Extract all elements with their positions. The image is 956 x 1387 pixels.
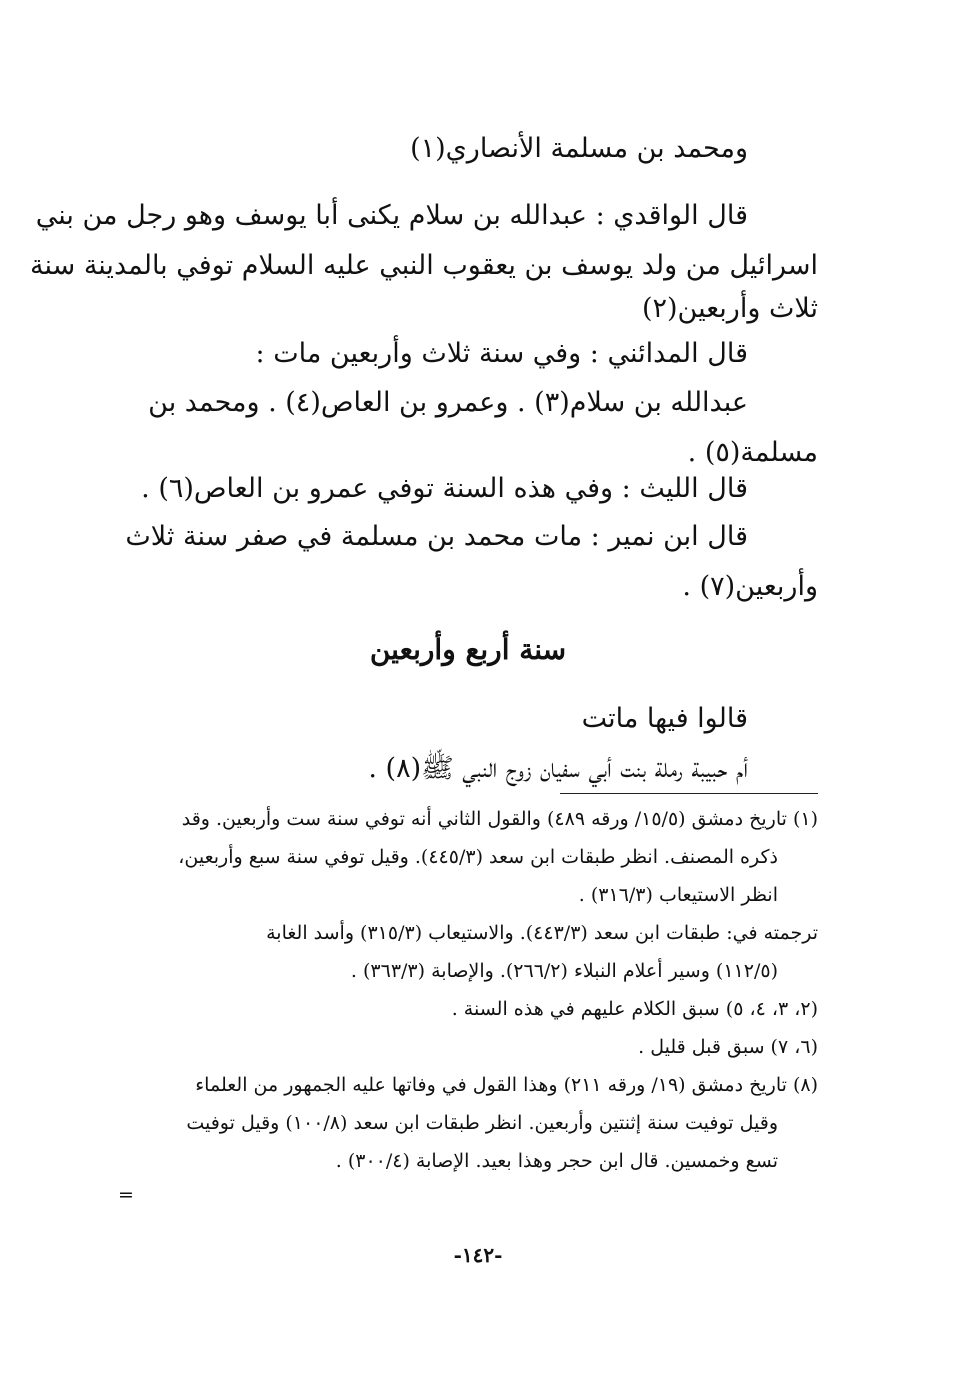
footnote-1-bio-line: ترجمته في: طبقات ابن سعد (٤٤٣/٣). والاستيعاب (٣١٥/٣) وأسد الغابة [266,922,818,944]
footnote-8-line: تسع وخمسين. قال ابن حجر وهذا بعيد. الإصابة (٣٠٠/٤) . [335,1150,778,1172]
footnote-1-line: (١) تاريخ دمشق (١٥/٥/ ورقه ٤٨٩) والقول الثاني أنه توفي سنة ست وأربعين. وقد [181,808,818,830]
paragraph-layth [118,464,818,514]
footnote-6-7: (٦، ٧) سبق قبل قليل . [638,1036,818,1058]
text-line: قال المدائني : وفي سنة ثلاث وأربعين مات : [255,338,748,369]
page-number: -١٤٢- [453,1243,503,1267]
text-line: عبدالله بن سلام(٣) . وعمرو بن العاص(٤) . ومحمد بن [148,387,748,418]
footnote-2-5: (٢، ٣، ٤، ٥) سبق الكلام عليهم في هذه السنة . [451,998,818,1020]
text-line: مسلمة(٥) . [687,437,818,468]
footnote-1-line: ذكره المصنف. انظر طبقات ابن سعد (٤٤٥/٣). وقيل توفي سنة سبع وأربعين، [178,846,778,868]
text-line: ثلاث وأربعين(٢) [641,293,818,324]
footnote-8-line: (٨) تاريخ دمشق (١٩/ ورقه ٢١١) وهذا القول في وفاتها عليه الجمهور من العلماء [195,1074,818,1096]
paragraph-waqidi [29,191,818,327]
text-line: قال ابن نمير : مات محمد بن مسلمة في صفر سنة ثلاث [125,521,748,552]
paragraph-madaini [118,329,818,379]
text-line: ومحمد بن مسلمة الأنصاري(١) [410,133,748,164]
text-line: وأربعين(٧) . [682,571,818,602]
text-line: اسرائيل من ولد يوسف بن يعقوب النبي عليه السلام توفي بالمدينة سنة [29,250,818,281]
footnote-1-bio-line: (١١٢/٥) وسير أعلام النبلاء (٢٦٦/٢). والإصابة (٣٦٣/٣) . [350,960,778,982]
footnote-separator [560,793,818,794]
text-line: قال الواقدي : عبدالله بن سلام يكنى أبا يوسف وهو رجل من بني [35,200,748,231]
footnote-8-line: وقيل توفيت سنة إثنتين وأربعين. انظر طبقات ابن سعد (١٠٠/٨) وقيل توفيت [186,1112,778,1134]
paragraph-deaths-list [118,378,818,478]
footnotes [118,800,818,1180]
footnote-1-line: انظر الاستيعاب (٣١٦/٣) . [578,884,778,906]
paragraph-ibn-numayr [118,512,818,612]
continuation-mark: = [118,1184,134,1206]
text-line: أم حبيبة رملة بنت أبي سفيان زوج النبي ﷺ(٨) . [368,753,748,784]
paragraph-year-44 [118,694,818,794]
section-heading: سنة أربع وأربعين [369,633,567,666]
main-text [118,124,818,174]
text-line: قال الليث : وفي هذه السنة توفي عمرو بن العاص(٦) . [141,473,748,504]
text-line: قالوا فيها ماتت [581,703,748,734]
